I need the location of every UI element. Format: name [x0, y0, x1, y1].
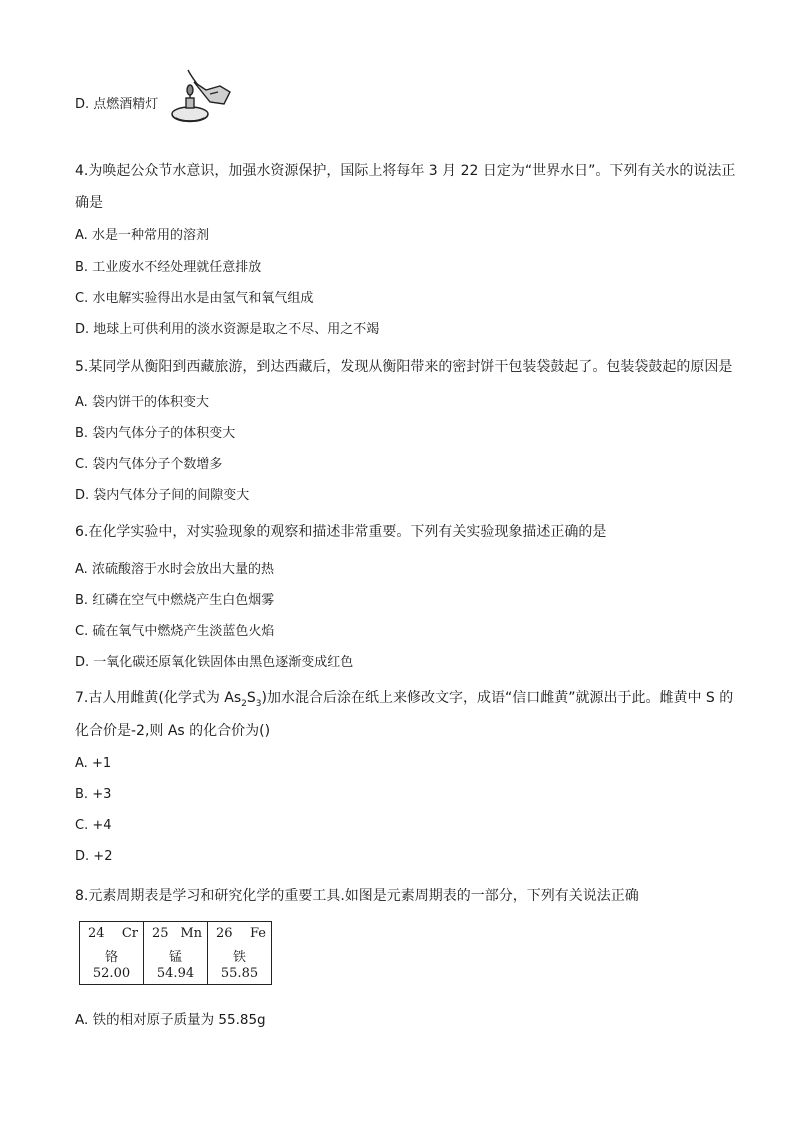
atomic-mass: 55.85 — [220, 966, 259, 981]
option-text: 袋内气体分子间的间隙变大 — [93, 488, 250, 503]
option-label: C. — [75, 291, 89, 306]
option-label: D. — [75, 488, 90, 503]
option-text: +2 — [93, 849, 113, 864]
option-label: B. — [75, 593, 89, 608]
option-text: 红磷在空气中燃烧产生白色烟雾 — [92, 593, 275, 608]
question-7-stem-line-1 — [75, 687, 733, 709]
option-label: A. — [75, 1012, 89, 1028]
option-label: B. — [75, 260, 89, 275]
question-text: 古人用雌黄(化学式为 As — [88, 690, 242, 706]
option-text: +1 — [91, 756, 112, 771]
question-text: )加水混合后涂在纸上来修改文字，成语“信口雌黄”就源出于此。雌黄中 S 的 — [261, 690, 734, 706]
option-text: 点燃酒精灯 — [93, 97, 159, 112]
option-label: D. — [75, 655, 90, 670]
q8-option-a — [75, 1008, 266, 1028]
element-cell-cr — [80, 922, 144, 985]
option-text: +3 — [92, 787, 112, 802]
q6-option-c — [75, 620, 274, 639]
q6-option-b — [75, 589, 274, 608]
q5-option-a — [75, 391, 209, 410]
option-label: A. — [75, 228, 88, 243]
question-number: 8. — [75, 888, 89, 904]
element-name: 锰 — [168, 950, 182, 965]
atomic-mass: 54.94 — [156, 966, 195, 981]
option-text: 袋内饼干的体积变大 — [91, 395, 209, 410]
question-number: 6. — [75, 524, 89, 540]
periodic-table-excerpt — [79, 921, 272, 985]
question-number: 4. — [75, 163, 89, 179]
question-text: 元素周期表是学习和研究化学的重要工具.如图是元素周期表的一部分，下列有关说法正确 — [88, 888, 639, 904]
q6-option-d — [75, 651, 353, 670]
option-label: A. — [75, 395, 88, 410]
question-text: 某同学从衡阳到西藏旅游，到达西藏后，发现从衡阳带来的密封饼干包装袋鼓起了。包装袋鼓起的原因是 — [88, 359, 733, 375]
option-d-light-lamp — [75, 93, 158, 112]
option-label: C. — [75, 624, 89, 639]
element-symbol: Fe — [249, 926, 266, 941]
atomic-mass: 52.00 — [92, 966, 131, 981]
option-label: C. — [75, 818, 89, 833]
subscript: 2 — [241, 698, 247, 709]
option-label: D. — [75, 849, 90, 864]
atomic-number: 25 — [152, 926, 169, 941]
question-4-stem-line-1 — [75, 160, 735, 180]
option-text: 硫在氧气中燃烧产生淡蓝色火焰 — [92, 624, 275, 639]
q4-option-b — [75, 256, 261, 275]
option-label: B. — [75, 426, 89, 441]
option-label: A. — [75, 756, 88, 771]
option-label: D. — [75, 97, 90, 112]
question-text: 在化学实验中，对实验现象的观察和描述非常重要。下列有关实验现象描述正确的是 — [88, 524, 607, 540]
q7-option-a — [75, 756, 111, 771]
q5-option-d — [75, 484, 249, 503]
q7-option-d — [75, 849, 112, 864]
question-text: S — [246, 690, 256, 706]
option-text: 袋内气体分子个数增多 — [92, 457, 223, 472]
question-7-stem-line-2: 化合价是-2,则 As 的化合价为() — [75, 723, 271, 739]
element-name: 铬 — [104, 950, 118, 965]
option-text: 水是一种常用的溶剂 — [91, 228, 209, 243]
atomic-number: 24 — [88, 926, 105, 941]
option-text: +4 — [92, 818, 112, 833]
subscript: 3 — [255, 698, 262, 709]
option-text: 浓硫酸溶于水时会放出大量的热 — [91, 562, 274, 577]
option-text: 地球上可供利用的淡水资源是取之不尽、用之不竭 — [93, 322, 380, 337]
option-label: A. — [75, 562, 88, 577]
element-symbol: Cr — [121, 926, 138, 941]
alcohol-lamp-illustration — [166, 68, 238, 130]
question-text: 为唤起公众节水意识，加强水资源保护，国际上将每年 3 月 22 日定为“世界水日”。下列有关水的说法正 — [88, 163, 736, 179]
question-6-stem — [75, 521, 606, 541]
question-number: 7. — [75, 690, 89, 706]
question-5-stem — [75, 356, 732, 376]
option-text: 袋内气体分子的体积变大 — [92, 426, 236, 441]
option-label: C. — [75, 457, 89, 472]
option-text: 一氧化碳还原氧化铁固体由黑色逐渐变成红色 — [93, 655, 354, 670]
question-8-stem — [75, 885, 639, 905]
option-text: 铁的相对原子质量为 55.85g — [92, 1012, 266, 1028]
question-number: 5. — [75, 359, 89, 375]
option-text: 水电解实验得出水是由氢气和氧气组成 — [92, 291, 314, 306]
atomic-number: 26 — [216, 926, 233, 941]
option-label: B. — [75, 787, 89, 802]
q4-option-a — [75, 224, 209, 243]
q7-option-c — [75, 818, 112, 833]
element-cell-mn — [144, 922, 208, 985]
q5-option-b — [75, 422, 235, 441]
option-text: 工业废水不经处理就任意排放 — [92, 260, 262, 275]
q6-option-a — [75, 558, 274, 577]
q4-option-d — [75, 318, 379, 337]
element-cell-fe — [208, 922, 272, 985]
q5-option-c — [75, 453, 222, 472]
element-symbol: Mn — [180, 926, 202, 941]
q4-option-c — [75, 287, 313, 306]
option-label: D. — [75, 322, 90, 337]
element-name: 铁 — [232, 950, 246, 965]
q7-option-b — [75, 787, 111, 802]
question-4-stem-line-2: 确是 — [75, 195, 103, 211]
